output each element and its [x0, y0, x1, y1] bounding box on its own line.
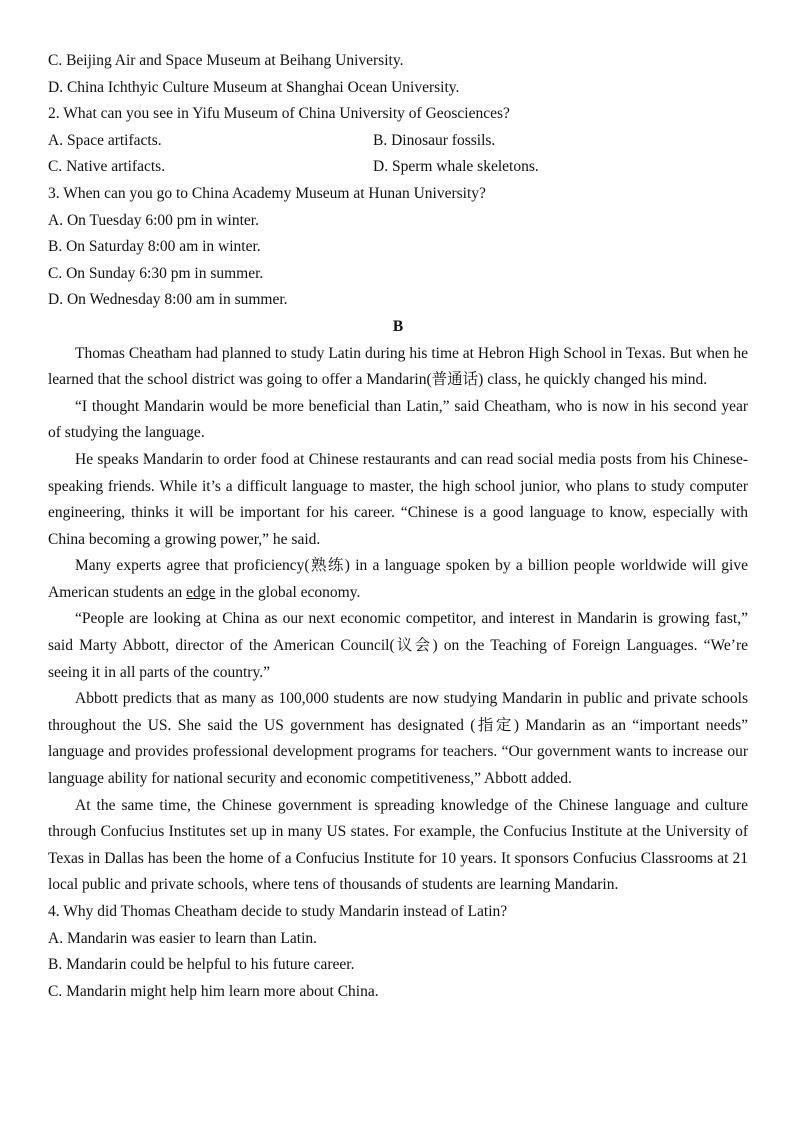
- q3-option-d: D. On Wednesday 8:00 am in summer.: [48, 291, 288, 309]
- q4-stem: 4. Why did Thomas Cheatham decide to study Mandarin instead of Latin?: [48, 903, 508, 920]
- q4-option-a: A. Mandarin was easier to learn than Latin.: [48, 929, 318, 947]
- q3-stem: 3. When can you go to China Academy Museum at Hunan University?: [48, 184, 486, 202]
- passage-paragraph-5: “People are looking at China as our next economic competitor, and interest in Mandarin is growing fast,” said Marty Abbott, director of the American Council(议会) on the Teaching of Foreign Languages. “We’re seeing it in all parts of the country.”: [48, 610, 748, 681]
- q4-option-b: B. Mandarin could be helpful to his future career.: [48, 956, 355, 974]
- q2-options-row-1: [48, 128, 748, 155]
- q2-option-a: A. Space artifacts.: [48, 131, 162, 149]
- passage-paragraph-7: At the same time, the Chinese government is spreading knowledge of the Chinese language and culture through Confucius Institutes set up in many US states. For example, the Confucius Institute at the University of Texas in Dallas has been the home of a Confucius Institute for 10 years. It sponsors Confucius Classrooms at 21 local public and private schools, where tens of thousands of students are learning Mandarin.: [48, 796, 748, 894]
- paragraph-4-text-before: Many experts agree that proficiency(熟练) in a language spoken by a billion people worldwide will give American students an: [48, 557, 748, 601]
- q2-option-c: C. Native artifacts.: [48, 158, 166, 176]
- q3-option-c: C. On Sunday 6:30 pm in summer.: [48, 264, 264, 282]
- section-heading: B: [392, 317, 404, 335]
- q3-option-a: A. On Tuesday 6:00 pm in winter.: [48, 211, 259, 229]
- underlined-word-edge: edge: [186, 583, 216, 601]
- passage-paragraph-1: Thomas Cheatham had planned to study Latin during his time at Hebron High School in Texas. But when he learned that the school district was going to offer a Mandarin(普通话) class, he quickly changed his mind.: [48, 344, 748, 389]
- q1-option-d: D. China Ichthyic Culture Museum at Shanghai Ocean University.: [48, 78, 460, 96]
- passage-paragraph-4: [48, 553, 748, 606]
- passage-paragraph-2: “I thought Mandarin would be more beneficial than Latin,” said Cheatham, who is now in his second year of studying the language.: [48, 397, 748, 442]
- paragraph-4-text-after: in the global economy.: [215, 583, 361, 601]
- passage-paragraph-6: Abbott predicts that as many as 100,000 students are now studying Mandarin in public and private schools throughout the US. She said the US government has designated (指定) Mandarin as an “important needs” language and provides professional development programs for teachers. “Our government wants to increase our language ability for national security and economic competitiveness,” Abbott added.: [48, 690, 748, 788]
- q1-option-c: C. Beijing Air and Space Museum at Beihang University.: [48, 52, 404, 69]
- exam-page: [48, 48, 748, 1005]
- q2-options-row-2: [48, 154, 748, 181]
- q2-option-b: B. Dinosaur fossils.: [373, 131, 496, 149]
- q2-option-d: D. Sperm whale skeletons.: [373, 158, 539, 176]
- q2-stem: 2. What can you see in Yifu Museum of China University of Geosciences?: [48, 105, 510, 123]
- q3-option-b: B. On Saturday 8:00 am in winter.: [48, 238, 261, 256]
- passage-paragraph-3: He speaks Mandarin to order food at Chinese restaurants and can read social media posts from his Chinese-speaking friends. While it’s a difficult language to master, the high school junior, who plans to study computer engineering, thinks it will be important for his career. “Chinese is a good language to know, especially with China becoming a growing power,” he said.: [48, 450, 748, 548]
- q4-option-c: C. Mandarin might help him learn more about China.: [48, 982, 379, 1000]
